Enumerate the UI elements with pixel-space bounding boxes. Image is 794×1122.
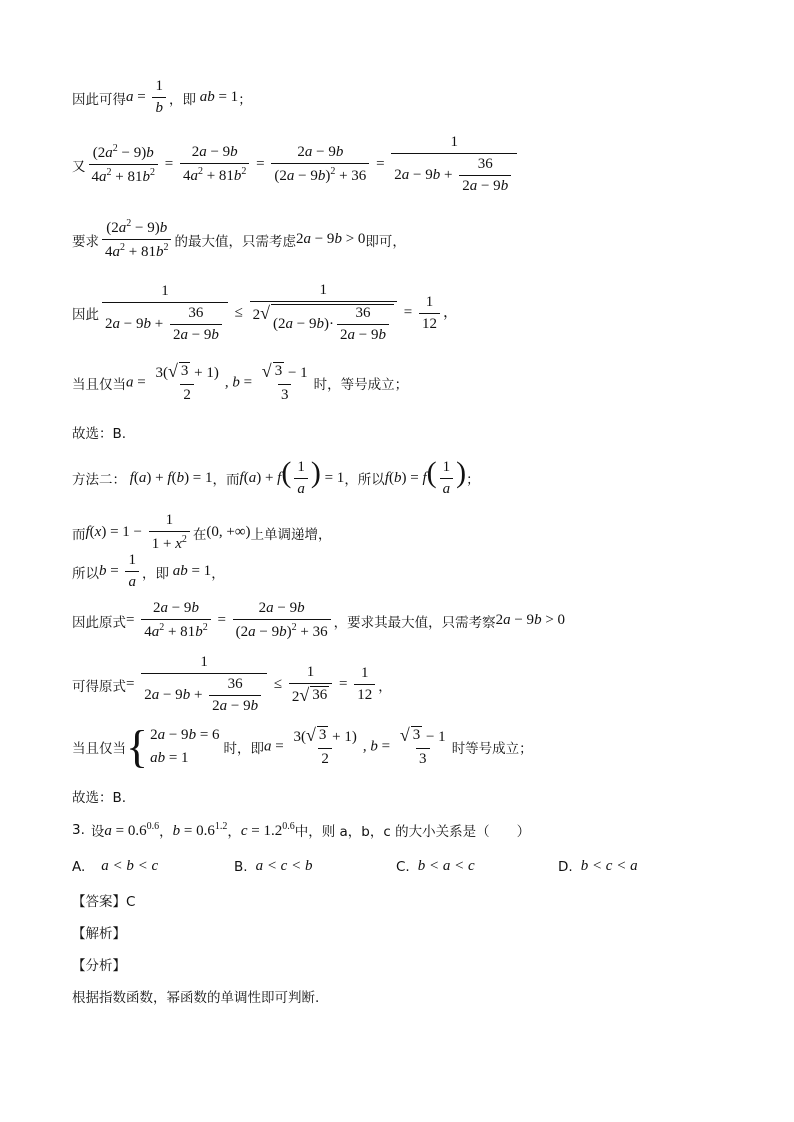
option-text: a < b < c [101,858,159,874]
formula: f(a) + f(b) = 1 [129,469,213,486]
fenxi-text: 根据指数函数，幂函数的单调性即可判断. [72,990,320,1006]
formula: $\frac{(2a^2 - 9)b}{4a^2 + 81b^2}$ [99,218,174,261]
line-10 [72,600,565,641]
text: 中，则 a，b，c 的大小关系是（ ） [294,824,531,840]
option-d [558,858,638,875]
formula: a = 3( √ 3 + 1) 2 , b = √ 3 − 1 3 [126,361,308,403]
text: ， [211,565,225,582]
line-2 [72,134,520,195]
text: 而 [72,526,86,543]
question-3 [72,820,530,840]
text: ，即 [141,565,169,582]
text: 方法二： [72,472,126,489]
text: ， [378,678,392,695]
option-key: C. [396,858,410,875]
answer: 【答案】C [72,894,136,910]
formula: a = 3( √ 3 + 1) 2 , b = √ 3 − 1 3 [264,725,446,767]
option-b [234,858,312,875]
text: 所以 [72,565,99,582]
text: 当且仅当 [72,741,126,757]
line-5 [72,362,408,404]
option-text: b < c < a [580,858,638,874]
option-key: D. [558,858,573,875]
text: ，要求其最大值，只需考察 [333,614,496,631]
text: 要求 [72,233,99,250]
text: 可得原式 [72,678,126,695]
text: ， [227,824,241,840]
text: 时，等号成立； [313,377,409,393]
text: ，即 [168,91,196,108]
formula: ab = 1 [199,89,239,105]
text: ； [466,472,480,489]
line-1 [72,78,252,117]
option-key: A. [72,858,86,875]
option-c [396,858,475,875]
text: 时等号成立； [451,741,533,757]
text: 即可， [365,233,406,250]
text: 当且仅当 [72,377,126,393]
formula: 2a − 9b > 0 [495,612,566,628]
text: ，所以 [344,472,385,489]
formula: = 1 2a − 9b + $\frac{36}{2a - 9b}$ ≤ 1 2 √ 36 = $\frac{1}{12}$ [126,654,378,715]
formula: $c = 1.2^{0.6}$ [240,820,295,839]
formula: 2a − 9b > 0 [295,231,366,247]
text: ，而 [212,472,240,489]
line-6 [72,422,126,442]
option-text: b < a < c [417,858,475,874]
formula: = $\frac{2a - 9b}{4a^2 + 81b^2}$ = $\frac{2a - 9b}{(2a - 9b)^2 + 36}$ [126,600,334,641]
option-key: B. [234,858,248,875]
line-7 [72,458,480,498]
text: 故选：B. [72,426,127,442]
formula: ab = 1 [172,563,212,579]
formula: { 2a − 9b = 6 ab = 1 [126,721,220,772]
text: 的最大值，只需考虑 [174,233,296,250]
line-4 [72,282,458,344]
text: 因此 [72,307,99,323]
formula: $a = 0.6^{0.6}$ [104,820,160,839]
formula: f(b) = f( $\frac{1}{a}$ ) [384,456,467,498]
analysis-heading: 【解析】 [72,926,126,942]
text: ， [159,824,173,840]
formula: $\frac{(2a^2 - 9)b}{4a^2 + 81b^2}$ = $\frac{2a - 9b}{4a^2 + 81b^2}$ = $\frac{2a - 9b}{(2a - 9b)^2 + 36}$ = 1 2a − 9b + $\frac{36}{2a - 9b}$ [86,134,521,195]
text: 上单调递增， [250,526,332,543]
text: ； [238,91,252,108]
line-3 [72,218,406,261]
formula: 1 2a − 9b + $\frac{36}{2a - 9b}$ ≤ 1 2 √ (2a − 9b)· $\frac{36}{2a - 9b}$ = $\frac{1}{12}$ ， [99,282,458,344]
text: 故选：B. [72,790,127,806]
text: 设 [90,824,105,840]
line-13 [72,786,126,806]
formula: (0, +∞) [206,524,251,540]
formula: $b = 0.6^{1.2}$ [172,820,228,839]
option-text: a < c < b [255,858,313,874]
text: 在 [192,526,207,543]
question-number: 3. [72,822,85,838]
formula: b = $\frac{1}{a}$ [99,552,142,591]
formula: f(x) = 1 − $\frac{1}{1 + x^2}$ [86,512,193,553]
line-11 [72,654,392,715]
option-a [72,858,158,875]
formula: a = $\frac{1}{b}$ [126,78,169,117]
line-9 [72,552,225,591]
line-8 [72,512,332,553]
formula: f(a) + f( $\frac{1}{a}$ ) = 1 [239,456,345,498]
text: 时，即 [223,741,265,757]
fenxi-heading: 【分析】 [72,958,126,974]
text: 因此原式 [72,614,126,631]
line-12 [72,721,533,772]
text: 又 [72,158,86,175]
text: 因此可得 [72,91,126,108]
